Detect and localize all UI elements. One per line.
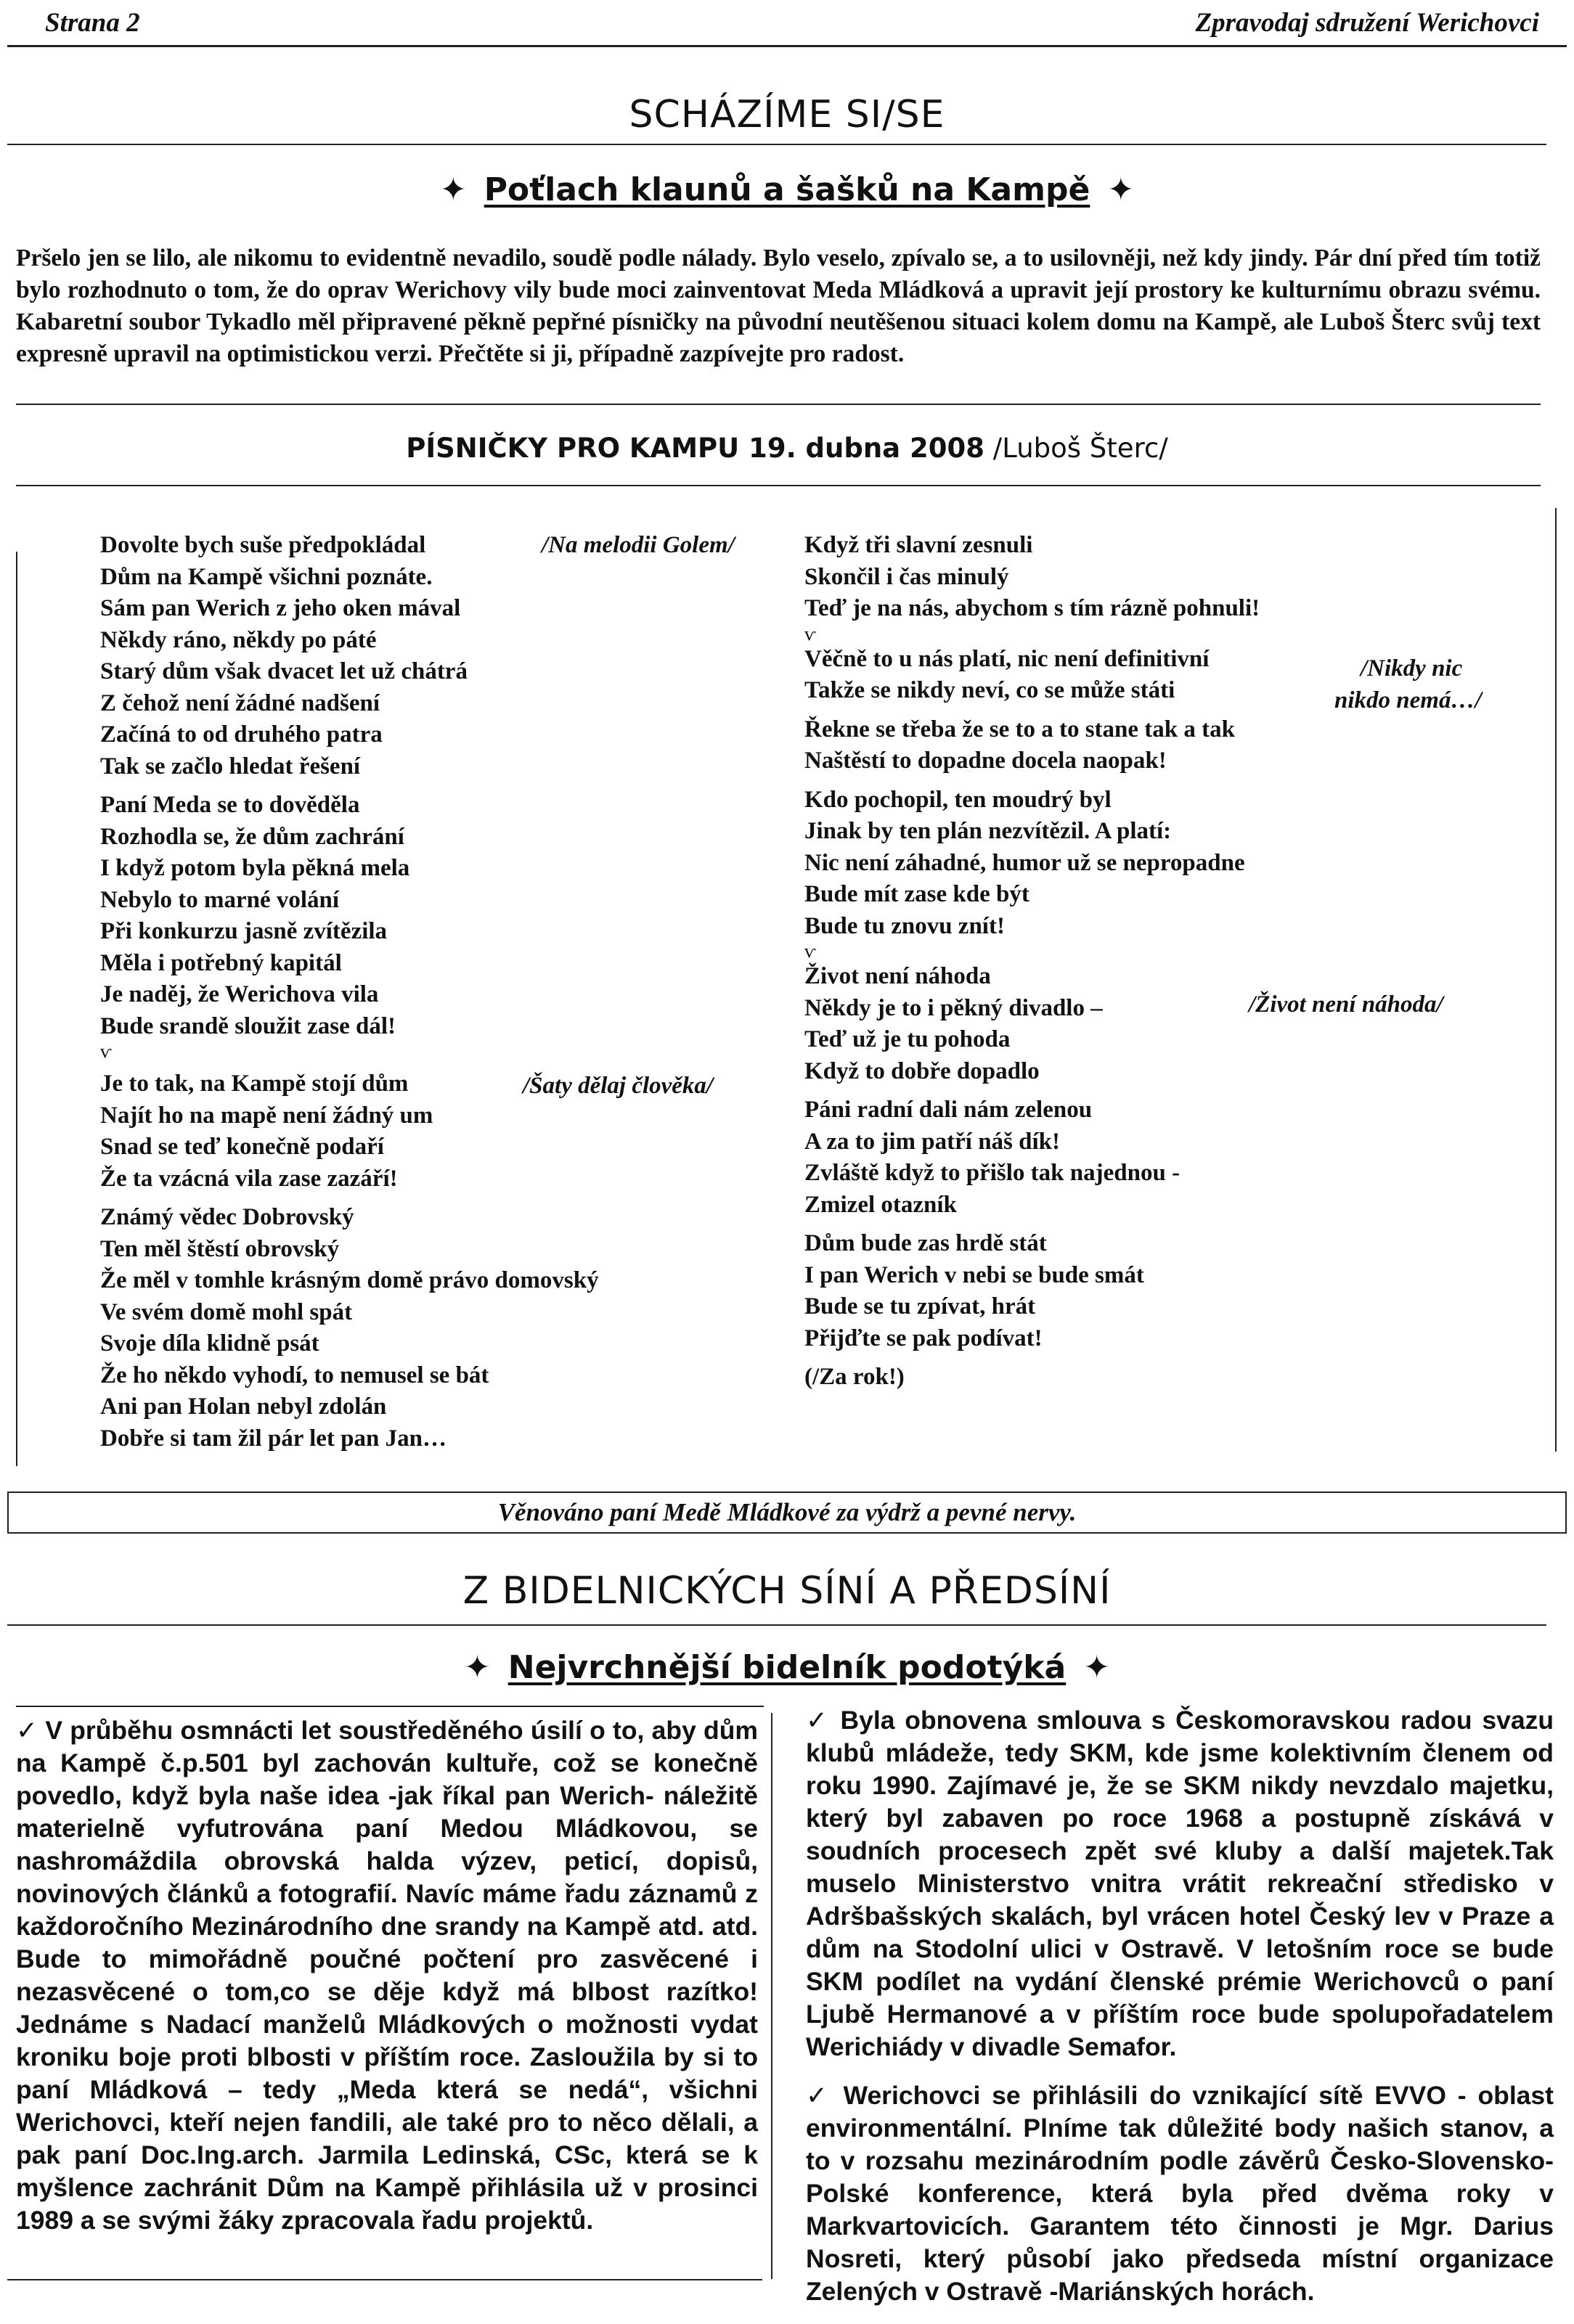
poem-line: Tak se začlo hledat řešení <box>100 753 361 780</box>
poem-line: Ten měl štěstí obrovský <box>100 1235 340 1262</box>
article-paragraph: ✓ Werichovci se přihlásili do vznikající sítě EVVO - oblast environmentální. Plníme tak důležité body našich stanov, a to v rozsahu mezinárodním podle závěrů Česko-Slovensko-Polské konference, která byla před dvěma roky v Markvartovicích. Garantem této činnosti je Mgr. Darius Nosreti, který působí jako předseda místní organizace Zelených v Ostravě -Mariánských horách. <box>806 2081 1554 2306</box>
poem-line: Nebylo to marné volání <box>100 886 340 913</box>
poem-line: Je to tak, na Kampě stojí dům <box>100 1071 409 1097</box>
poem-line: Rozhodla se, že dům zachrání <box>100 823 404 850</box>
poem-line: Život není náhoda <box>804 963 991 989</box>
article-left-column <box>16 1714 758 2253</box>
column-divider <box>771 1713 772 2279</box>
poem-line: Zvláště když to přišlo tak najednou - <box>804 1160 1180 1186</box>
poem-stanza <box>100 530 599 782</box>
poem-line: Dům bude zas hrdě stát <box>804 1230 1047 1256</box>
poem-line: I když potom byla pěkná mela <box>100 855 410 881</box>
melody-note: /Nikdy nic <box>1361 655 1463 682</box>
section-title-bidelnicke: Z BIDELNICKÝCH SÍNÍ A PŘEDSÍNÍ <box>462 1569 1112 1613</box>
poem-line: Snad se teď konečně podaří <box>100 1134 384 1160</box>
poem-line: Ani pan Holan nebyl zdolán <box>100 1394 387 1420</box>
refrain-mark-icon: ⱱ <box>804 941 816 962</box>
poem-line: Kdo pochopil, ten moudrý byl <box>804 786 1112 813</box>
poem-stanza <box>100 1202 599 1454</box>
article-paragraph: ✓ V průběhu osmnácti let soustředěného úsilí o to, aby dům na Kampě č.p.501 byl zachován kultuře, což se konečně povedlo, když byla naše idea -jak říkal pan Werich- náležitě materielně vyfutrována paní Medou Mládkovou, se nashromáždila obrovská halda výzev, peticí, dopisů, novinových článků a fotografií. Navíc máme řadu záznamů z každoročního Mezinárodního dne srandy na Kampě atd. atd. Bude to mimořádně poučné počtení pro zasvěcené i nezasvěcené o tom,co se děje když má blbost razítko! Jednáme s Nadací manželů Mládkových o možnosti vydat kroniku boje proti blbosti v příštím roce. Zasloužila by si to paní Mládková – tedy „Meda která se nedá“, všichni Werichovci, kteří nejen fandili, ale také pro to něco dělali, a pak paní Doc.Ing.arch. Jarmila Ledinská, CSc, která se k myšlence zachránit Dům na Kampě přihlásila už v prosinci 1989 a se svými žáky zpracovala řadu projektů. <box>16 1716 758 2235</box>
poem-line: Najít ho na mapě není žádný um <box>100 1102 433 1129</box>
poem-line: A za to jim patří náš dík! <box>804 1128 1061 1155</box>
poem-left-column <box>100 530 599 1462</box>
intro-paragraph: Pršelo jen se lilo, ale nikomu to evidentně nevadilo, soudě podle nálady. Bylo veselo, zpívalo se, a to usilovněji, než kdy jindy. Pár dní před tím totiž bylo rozhodnuto o tom, že do oprav Werichovy vily bude moci zainventovat Meda Mládková a upravit její prostory ke kulturnímu obrazu svému. Kabaretní soubor Tykadlo měl připravené pěkně pepřné písničky na původní neutěšenou situaci kolem domu na Kampě, ale Luboš Šterc svůj text expresně upravil na optimistickou verzi. Přečtěte si ji, případně zazpívejte pro radost. <box>16 245 1541 367</box>
poem-stanza <box>804 714 1260 777</box>
section-rule <box>7 1624 1546 1626</box>
poem-line: Někdy je to i pěkný divadlo – <box>804 994 1103 1021</box>
poem-line: Je naděj, že Werichova vila <box>100 981 379 1007</box>
divider <box>16 485 1541 486</box>
page-number: Strana 2 <box>45 8 140 38</box>
poem-line: Že měl v tomhle krásným domě právo domovský <box>100 1267 599 1293</box>
song-author: /Luboš Šterc/ <box>992 433 1168 464</box>
poem-line: Když tři slavní zesnuli <box>804 532 1033 558</box>
poem-line: Přijďte se pak podívat! <box>804 1325 1043 1351</box>
article-right-column <box>806 1704 1554 2324</box>
poem-line: Teď už je tu pohoda <box>804 1026 1011 1052</box>
refrain-mark-icon: ⱱ <box>100 1041 112 1062</box>
star-icon: ✦ <box>1107 171 1135 208</box>
melody-note: /Na melodii Golem/ <box>542 532 735 558</box>
star-icon: ✦ <box>463 1649 491 1686</box>
poem-line: Naštěstí to dopadne docela naopak! <box>804 748 1167 774</box>
article-title-text: Nejvrchnější bidelník podotýká <box>507 1649 1067 1686</box>
poem-stanza <box>804 530 1260 644</box>
poem-stanza <box>804 1228 1260 1354</box>
poem-stanza <box>100 790 599 1061</box>
article-paragraph: ✓ Byla obnovena smlouva s Českomoravskou radou svazu klubů mládeže, tedy SKM, kde jsme kolektivním členem od roku 1990. Zajímavé je, že se SKM nikdy nevzdalo majetku, který byl zabaven po roce 1968 a postupně získává v soudních procesech zpět své kluby a další majetek.Tak muselo Ministerstvo vnitra vrátit rekreační středisko v Adršbašských skalách, byl vrácen hotel Český lev v Praze a dům na Stodolní ulici v Ostravě. V letošním roce se bude SKM podílet na vydání členské prémie Werichovců o paní Ljubě Hermanové a v příštím roce bude spolupořadatelem Werichiády v divadle Semafor. <box>806 1706 1554 2061</box>
melody-note: /Šaty dělaj člověka/ <box>523 1073 714 1099</box>
section-title-schazime: SCHÁZÍME SI/SE <box>629 93 945 136</box>
melody-note: nikdo nemá…/ <box>1334 687 1482 713</box>
poem-line: Starý dům však dvacet let už chátrá <box>100 658 468 684</box>
refrain-mark-icon: ⱱ <box>804 623 816 645</box>
poem-line: I pan Werich v nebi se bude smát <box>804 1261 1144 1288</box>
poem-line: Dům na Kampě všichni poznáte. <box>100 563 433 590</box>
publication-title: Zpravodaj sdružení Werichovci <box>1195 8 1539 38</box>
poem-line: Známý vědec Dobrovský <box>100 1204 354 1230</box>
poem-line: Dobře si tam žil pár let pan Jan… <box>100 1425 446 1452</box>
left-margin-rule <box>16 552 17 1466</box>
song-title-main: PÍSNIČKY PRO KAMPU 19. dubna 2008 <box>406 433 984 464</box>
right-margin-rule <box>1555 508 1557 1452</box>
poem-line: Bude se tu zpívat, hrát <box>804 1293 1036 1319</box>
column-rule <box>16 1706 764 1707</box>
poem-line: Že ho někdo vyhodí, to nemusel se bát <box>100 1362 489 1388</box>
poem-stanza <box>804 1095 1260 1221</box>
poem-line: Teď je na nás, abychom s tím rázně pohnuli! <box>804 595 1260 621</box>
poem-line: Ve svém domě mohl spát <box>100 1298 353 1325</box>
poem-line: Někdy ráno, někdy po páté <box>100 626 377 653</box>
star-icon: ✦ <box>439 171 467 208</box>
poem-line: Když to dobře dopadlo <box>804 1057 1040 1084</box>
poem-line: Skončil i čas minulý <box>804 563 1009 590</box>
poem-line: Zmizel otazník <box>804 1191 957 1218</box>
poem-line: Bude tu znovu znít! <box>804 912 1005 939</box>
poem-line: Měla i potřebný kapitál <box>100 949 342 976</box>
poem-line: Bude mít zase kde být <box>804 881 1029 907</box>
poem-line: Páni radní dali nám zelenou <box>804 1097 1093 1123</box>
divider <box>16 404 1541 405</box>
article-title-potlach <box>0 171 1574 208</box>
poem-stanza <box>804 644 1260 707</box>
poem-line: Takže se nikdy neví, co se může státi <box>804 677 1175 703</box>
poem-line: Svoje díla klidně psát <box>100 1330 319 1357</box>
poem-right-column <box>804 530 1260 1401</box>
poem-line: Jinak by ten plán nezvítězil. A platí: <box>804 818 1172 844</box>
poem-stanza <box>804 785 1260 962</box>
poem-line: Řekne se třeba že se to a to stane tak a tak <box>804 716 1235 742</box>
article-title-text: Poťlach klaunů a šašků na Kampě <box>484 171 1090 208</box>
melody-note: /Život není náhoda/ <box>1249 991 1443 1018</box>
poem-line: Dovolte bych suše předpokládal <box>100 532 426 558</box>
footer-rule <box>7 2279 762 2280</box>
poem-line: Že ta vzácná vila zase zazáří! <box>100 1165 398 1192</box>
poem-line: Bude srandě sloužit zase dál! <box>100 1012 396 1039</box>
poem-stanza <box>804 1362 1260 1394</box>
poem-line: Při konkurzu jasně zvítězila <box>100 918 388 944</box>
section-rule <box>7 144 1546 145</box>
song-title <box>0 433 1574 464</box>
header-rule <box>7 45 1567 47</box>
poem-line: (/Za rok!) <box>804 1364 905 1390</box>
poem-line: Začíná to od druhého patra <box>100 721 383 748</box>
poem-line: Paní Meda se to dověděla <box>100 792 360 818</box>
star-icon: ✦ <box>1083 1649 1111 1686</box>
poem-line: Sám pan Werich z jeho oken mával <box>100 595 461 621</box>
poem-line: Z čehož není žádné nadšení <box>100 690 380 716</box>
article-title-bidelnik <box>0 1649 1574 1686</box>
poem-line: Věčně to u nás platí, nic není definitivní <box>804 645 1210 672</box>
poem-line: Nic není záhadné, humor už se nepropadne <box>804 849 1245 876</box>
poem-stanza <box>804 961 1260 1087</box>
dedication-box: Věnováno paní Medě Mládkové za výdrž a pevné nervy. <box>7 1492 1567 1534</box>
